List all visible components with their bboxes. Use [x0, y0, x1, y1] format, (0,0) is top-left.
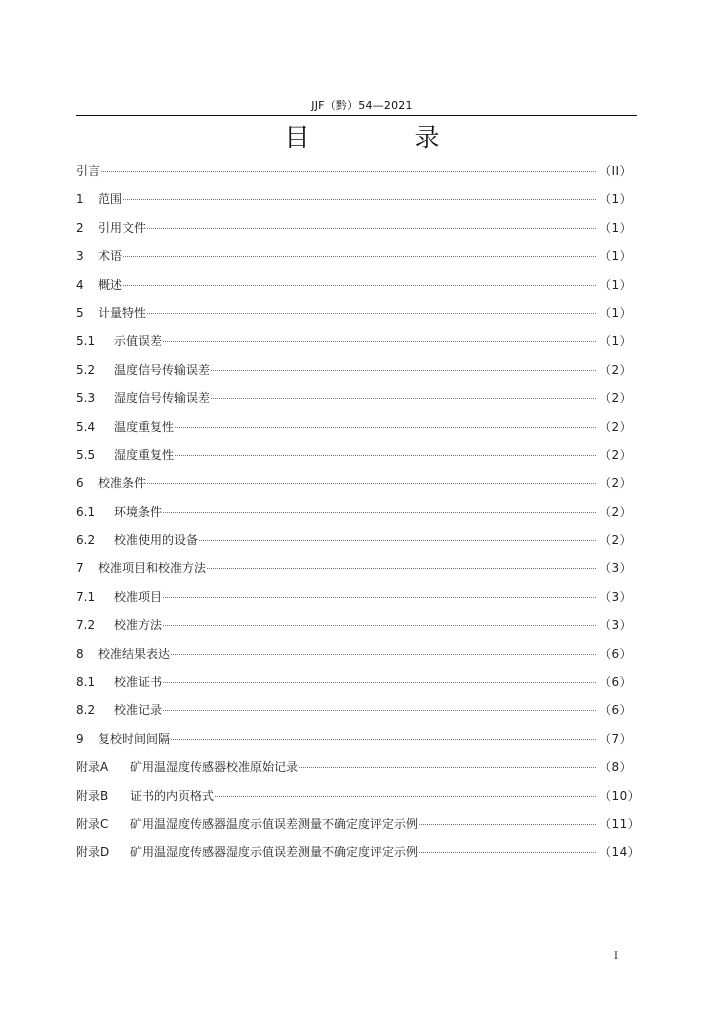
- toc-entry-title: 校准记录: [114, 703, 163, 718]
- toc-entry-title: 引用文件: [98, 220, 147, 235]
- toc-entry[interactable]: [76, 242, 631, 270]
- toc-entry[interactable]: [76, 413, 631, 441]
- toc-entry-page: （1）: [599, 192, 633, 207]
- toc-entry-page: （2）: [599, 447, 633, 462]
- toc-entry-title: 校准结果表达: [98, 646, 171, 661]
- toc-entry-number: 8.1: [76, 675, 96, 690]
- toc-leader-dots: [147, 313, 596, 314]
- toc-entry-page: （8）: [599, 760, 633, 775]
- toc-entry[interactable]: [76, 696, 631, 724]
- toc-leader-dots: [163, 625, 596, 626]
- toc-entry-title: 矿用温湿度传感器湿度示值误差测量不确定度评定示例: [130, 845, 419, 860]
- toc-leader-dots: [175, 427, 596, 428]
- toc-entry[interactable]: [76, 810, 641, 838]
- toc-entry[interactable]: [76, 554, 631, 582]
- toc-entry-title: 校准使用的设备: [114, 533, 199, 548]
- toc-entry-title: 校准方法: [114, 618, 163, 633]
- toc-entry-title: 温度重复性: [114, 419, 175, 434]
- toc-entry-page: （10）: [599, 788, 641, 803]
- toc-entry-title: 校准项目和校准方法: [98, 561, 207, 576]
- toc-entry-title: 证书的内页格式: [130, 788, 215, 803]
- toc-entry[interactable]: [76, 356, 631, 384]
- toc-entry-number: 8: [76, 646, 84, 661]
- toc-entry-page: （2）: [599, 476, 633, 491]
- toc-entry-page: （2）: [599, 504, 633, 519]
- toc-entry-title: 引言: [76, 164, 101, 178]
- toc-entry-number: 5: [76, 305, 84, 320]
- toc-leader-dots: [299, 767, 596, 768]
- toc-entry-page: （2）: [599, 362, 633, 377]
- toc-entry[interactable]: [76, 441, 631, 469]
- toc-leader-dots: [419, 824, 596, 825]
- toc-entry-title: 湿度信号传输误差: [114, 391, 211, 406]
- toc-entry[interactable]: [76, 838, 641, 866]
- toc-entry-page: （3）: [599, 618, 633, 633]
- toc-entry-title: 矿用温湿度传感器校准原始记录: [130, 760, 299, 775]
- toc-leader-dots: [215, 796, 596, 797]
- toc-entry-title: 校准项目: [114, 589, 163, 604]
- toc-entry[interactable]: [76, 157, 631, 185]
- toc-entry-number: 9: [76, 731, 84, 746]
- toc-entry-number: 6.2: [76, 533, 96, 548]
- toc-entry-title: 术语: [98, 249, 123, 264]
- toc-entry[interactable]: [76, 469, 631, 497]
- toc-leader-dots: [211, 370, 596, 371]
- toc-entry[interactable]: [76, 668, 631, 696]
- toc-entry[interactable]: [76, 640, 631, 668]
- toc-entry-number: 2: [76, 220, 84, 235]
- toc-entry-number: 4: [76, 277, 84, 292]
- toc-entry-number: 8.2: [76, 703, 96, 718]
- toc-entry-title: 校准条件: [98, 476, 147, 491]
- toc-entry-number: 7.1: [76, 589, 96, 604]
- toc-entry-title: 复校时间间隔: [98, 731, 171, 746]
- toc-entry-page: （3）: [599, 561, 633, 576]
- toc-leader-dots: [211, 398, 596, 399]
- toc-entry[interactable]: [76, 384, 631, 412]
- toc-entry-page: （3）: [599, 589, 633, 604]
- toc-entry-number: 附录C: [76, 816, 109, 831]
- toc-entry-number: 6: [76, 476, 84, 491]
- toc-entry-number: 5.4: [76, 419, 96, 434]
- toc-entry[interactable]: [76, 583, 631, 611]
- toc-entry[interactable]: [76, 214, 631, 242]
- toc-leader-dots: [171, 654, 596, 655]
- toc-entry-number: 5.3: [76, 391, 96, 406]
- toc-entry-number: 7: [76, 561, 84, 576]
- toc-entry-page: （6）: [599, 675, 633, 690]
- toc-entry-number: 5.5: [76, 447, 96, 462]
- toc-entry[interactable]: [76, 611, 631, 639]
- toc-entry-page: （1）: [599, 334, 633, 349]
- toc-entry-number: 7.2: [76, 618, 96, 633]
- toc-entry-title: 概述: [98, 277, 123, 292]
- toc-entry-number: 附录D: [76, 845, 110, 860]
- toc-leader-dots: [207, 568, 596, 569]
- toc-leader-dots: [175, 455, 596, 456]
- toc-leader-dots: [419, 852, 596, 853]
- toc-entry-title: 矿用温湿度传感器温度示值误差测量不确定度评定示例: [130, 816, 419, 831]
- toc-leader-dots: [123, 256, 596, 257]
- toc-entry-page: （2）: [599, 391, 633, 406]
- toc-entry-number: 3: [76, 249, 84, 264]
- toc-entry[interactable]: [76, 725, 631, 753]
- toc-entry[interactable]: [76, 753, 631, 781]
- toc-entry[interactable]: [76, 271, 631, 299]
- toc-entry-page: （1）: [599, 249, 633, 264]
- page-title: 目 录: [284, 123, 480, 152]
- toc-entry-page: （1）: [599, 305, 633, 320]
- toc-entry-page: （6）: [599, 646, 633, 661]
- toc-entry-number: 5.1: [76, 334, 96, 349]
- toc-entry[interactable]: [76, 299, 631, 327]
- toc-entry-page: （11）: [599, 816, 641, 831]
- toc-entry[interactable]: [76, 526, 631, 554]
- toc-entry[interactable]: [76, 185, 631, 213]
- toc-entry-number: 1: [76, 192, 84, 207]
- toc-leader-dots: [163, 597, 596, 598]
- toc-leader-dots: [123, 285, 596, 286]
- toc-entry-page: （2）: [599, 419, 633, 434]
- table-of-contents: [76, 157, 641, 867]
- toc-leader-dots: [199, 540, 596, 541]
- toc-leader-dots: [163, 512, 596, 513]
- toc-leader-dots: [163, 341, 596, 342]
- toc-entry-title: 校准证书: [114, 675, 163, 690]
- toc-leader-dots: [163, 710, 596, 711]
- header-rule: [76, 115, 637, 116]
- page-number: I: [614, 951, 618, 962]
- toc-leader-dots: [101, 171, 596, 172]
- toc-entry-page: （1）: [599, 277, 633, 292]
- toc-entry-number: 附录A: [76, 760, 109, 775]
- toc-leader-dots: [163, 682, 596, 683]
- toc-leader-dots: [147, 483, 596, 484]
- toc-entry-number: 5.2: [76, 362, 96, 377]
- toc-leader-dots: [147, 228, 596, 229]
- toc-entry-page: （7）: [599, 731, 633, 746]
- toc-entry-page: （II）: [599, 164, 633, 178]
- toc-entry-page: （1）: [599, 220, 633, 235]
- toc-leader-dots: [171, 739, 596, 740]
- document-code: JJF（黔）54—2021: [311, 99, 413, 112]
- toc-entry-title: 环境条件: [114, 504, 163, 519]
- toc-entry-page: （2）: [599, 533, 633, 548]
- toc-entry-number: 6.1: [76, 504, 96, 519]
- toc-entry-title: 计量特性: [98, 305, 147, 320]
- toc-leader-dots: [123, 199, 596, 200]
- toc-entry-title: 温度信号传输误差: [114, 362, 211, 377]
- toc-entry[interactable]: [76, 498, 631, 526]
- toc-entry-page: （14）: [599, 845, 641, 860]
- toc-entry-title: 示值误差: [114, 334, 163, 349]
- toc-entry-number: 附录B: [76, 788, 109, 803]
- toc-entry-title: 范围: [98, 192, 123, 207]
- toc-entry-title: 湿度重复性: [114, 447, 175, 462]
- toc-entry-page: （6）: [599, 703, 633, 718]
- toc-entry[interactable]: [76, 327, 631, 355]
- toc-entry[interactable]: [76, 782, 641, 810]
